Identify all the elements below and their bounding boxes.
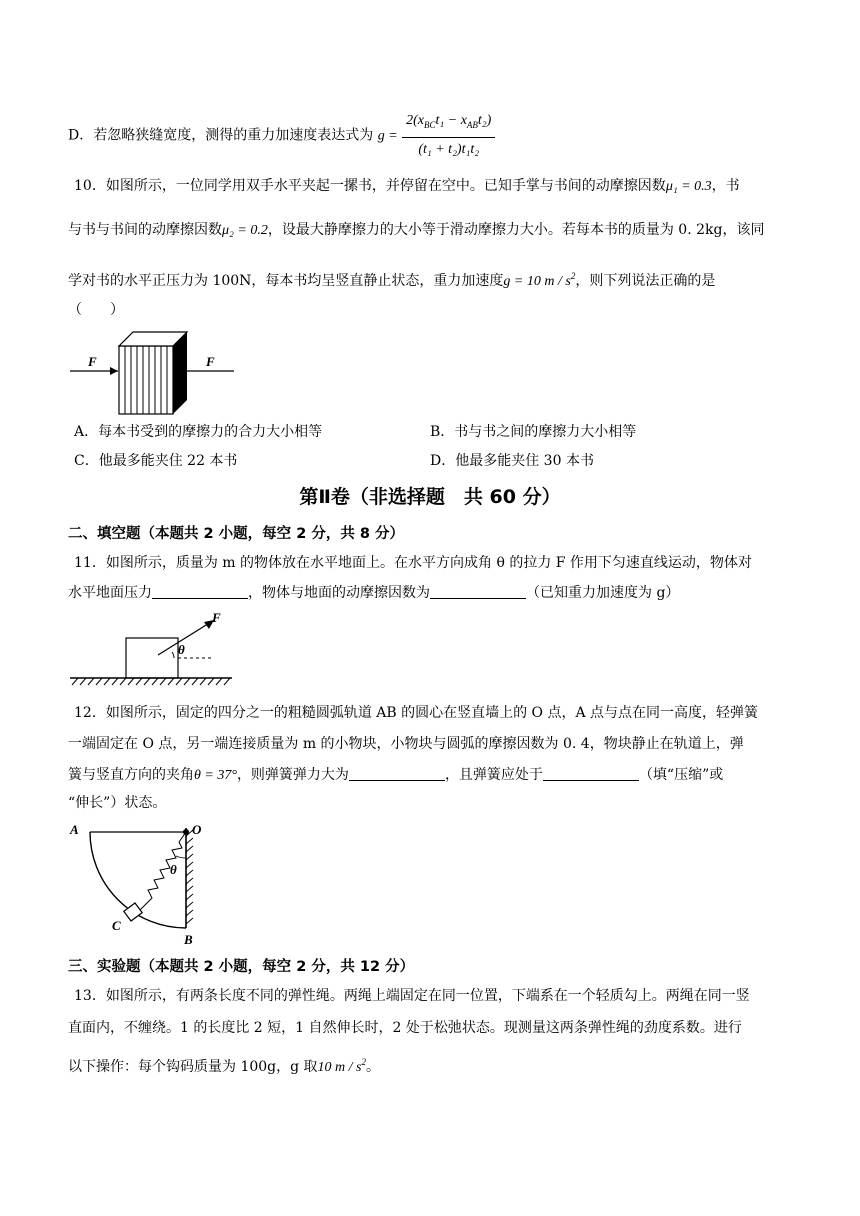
q10-book-side	[173, 332, 187, 414]
q13-g-value: 10 m / s	[317, 1060, 362, 1075]
q13-line-1: 13．如图所示，有两条长度不同的弹性绳。两绳上端固定在同一位置，下端系在一个轻质勾上。两绳在同一竖	[74, 988, 750, 1004]
q9-formula-numerator: $2(x_{BC}t_1 - x_{AB}t_2)$	[402, 112, 495, 138]
experiment-heading: 三、实验题（本题共 2 小题，每空 2 分，共 12 分）	[68, 959, 415, 975]
q11-theta-label: θ	[178, 642, 185, 657]
q10-line-3: 学对书的水平正压力为 100N，每本书均呈竖直静止状态，重力加速度g = 10 m / $s^2$，则下列说法正确的是	[68, 271, 716, 289]
q9-formula-denominator: (t₁ + t₂)t₁t₂	[418, 142, 480, 157]
q10-line-1	[74, 176, 740, 197]
q10-mu1: μ₁ = 0.3	[665, 179, 712, 194]
q9-option-d-text: D．若忽略狭缝宽度，测得的重力加速度表达式为	[68, 127, 374, 144]
q11-line-1: 11．如图所示，质量为 m 的物体放在水平地面上。在水平方向成角 θ 的拉力 F 作用下匀速直线运动，物体对	[74, 555, 752, 571]
q13-line-2: 直面内，不缠绕。1 的长度比 2 短，1 自然伸长时，2 处于松弛状态。现测量这两条弹性绳的劲度系数。进行	[68, 1020, 742, 1036]
q12-theta-label: θ	[170, 862, 177, 877]
q12-line-4: “伸长”）状态。	[68, 795, 167, 811]
q11-line-2: 水平地面压力 ，物体与地面的动摩擦因数为 （已知重力加速度为 g）	[68, 585, 680, 601]
q10-stem-2: 与书与书间的动摩擦因数	[68, 222, 222, 238]
q10-book-stack-figure	[66, 326, 238, 416]
q12-theta-value: θ = 37°	[194, 768, 237, 783]
q10-stem-1: 10．如图所示，一位同学用双手水平夹起一摞书，并停留在空中。已知手掌与书间的动摩擦因数	[74, 178, 666, 194]
q9-formula-fraction	[402, 112, 495, 159]
q10-stem-1b: ，书	[711, 178, 740, 194]
section-2-title: 第Ⅱ卷（非选择题 共 60 分）	[299, 486, 561, 508]
q12-line-3: 簧与竖直方向的夹角θ = 37°，则弹簧弹力大为 ，且弹簧应处于 （填“压缩”或	[68, 767, 724, 783]
q11-block	[126, 638, 178, 678]
q11-force-label: F	[212, 610, 221, 625]
q12-label-B: B	[184, 932, 193, 947]
q10-book-front	[119, 346, 173, 414]
q12-label-O: O	[192, 822, 202, 837]
q10-stem-3b: ，则下列说法正确的是	[575, 273, 716, 289]
q12-spring	[140, 832, 186, 910]
q10-mu2: μ₂ = 0.2	[222, 223, 268, 238]
q11-ground-hatch	[72, 678, 230, 685]
q12-wall-hatch	[186, 830, 193, 924]
q10-stem-2b: ，设最大静摩擦力的大小等于滑动摩擦力大小。若每本书的质量为 0. 2kg，该同	[267, 222, 765, 238]
q11-blank-1[interactable]	[152, 584, 248, 599]
fill-blank-heading: 二、填空题（本题共 2 小题，每空 2 分，共 8 分）	[68, 526, 405, 542]
q10-option-d: D．他最多能夹住 30 本书	[430, 453, 594, 469]
q12-line-2: 一端固定在 O 点，另一端连接质量为 m 的小物块，小物块与圆弧的摩擦因数为 0. 4，物块静止在轨道上，弹	[68, 736, 744, 752]
q10-option-c: C．他最多能夹住 22 本书	[74, 453, 238, 469]
q9-option-d	[68, 112, 495, 159]
q11-blank-2[interactable]	[430, 584, 526, 599]
q12-blank-1[interactable]	[349, 766, 445, 781]
q12-line-1: 12．如图所示，固定的四分之一的粗糙圆弧轨道 AB 的圆心在竖直墙上的 O 点，A 点与点在同一高度，轻弹簧	[74, 705, 759, 721]
q12-label-C: C	[112, 918, 121, 933]
q12-label-A: A	[70, 822, 79, 837]
q10-answer-paren: （ ）	[68, 302, 124, 318]
q12-block	[124, 903, 142, 921]
q10-force-label-left: F	[88, 354, 97, 369]
q10-option-a: A．每本书受到的摩擦力的合力大小相等	[74, 424, 323, 440]
q12-arc-track-figure	[66, 818, 216, 948]
q10-force-label-right: F	[206, 354, 215, 369]
q11-block-figure	[66, 610, 236, 692]
q10-option-b: B．书与书之间的摩擦力大小相等	[430, 424, 637, 440]
q9-formula-lhs: g =	[377, 128, 398, 144]
q13-line-3: 以下操作：每个钩码质量为 100g，g 取10 m / $s^2$。	[68, 1057, 380, 1075]
q12-blank-2[interactable]	[543, 766, 639, 781]
q10-stem-3: 学对书的水平正压力为 100N，每本书均呈竖直静止状态，重力加速度	[68, 273, 504, 289]
q10-g-value: g = 10 m / s	[503, 274, 571, 289]
q10-line-2	[68, 220, 764, 241]
